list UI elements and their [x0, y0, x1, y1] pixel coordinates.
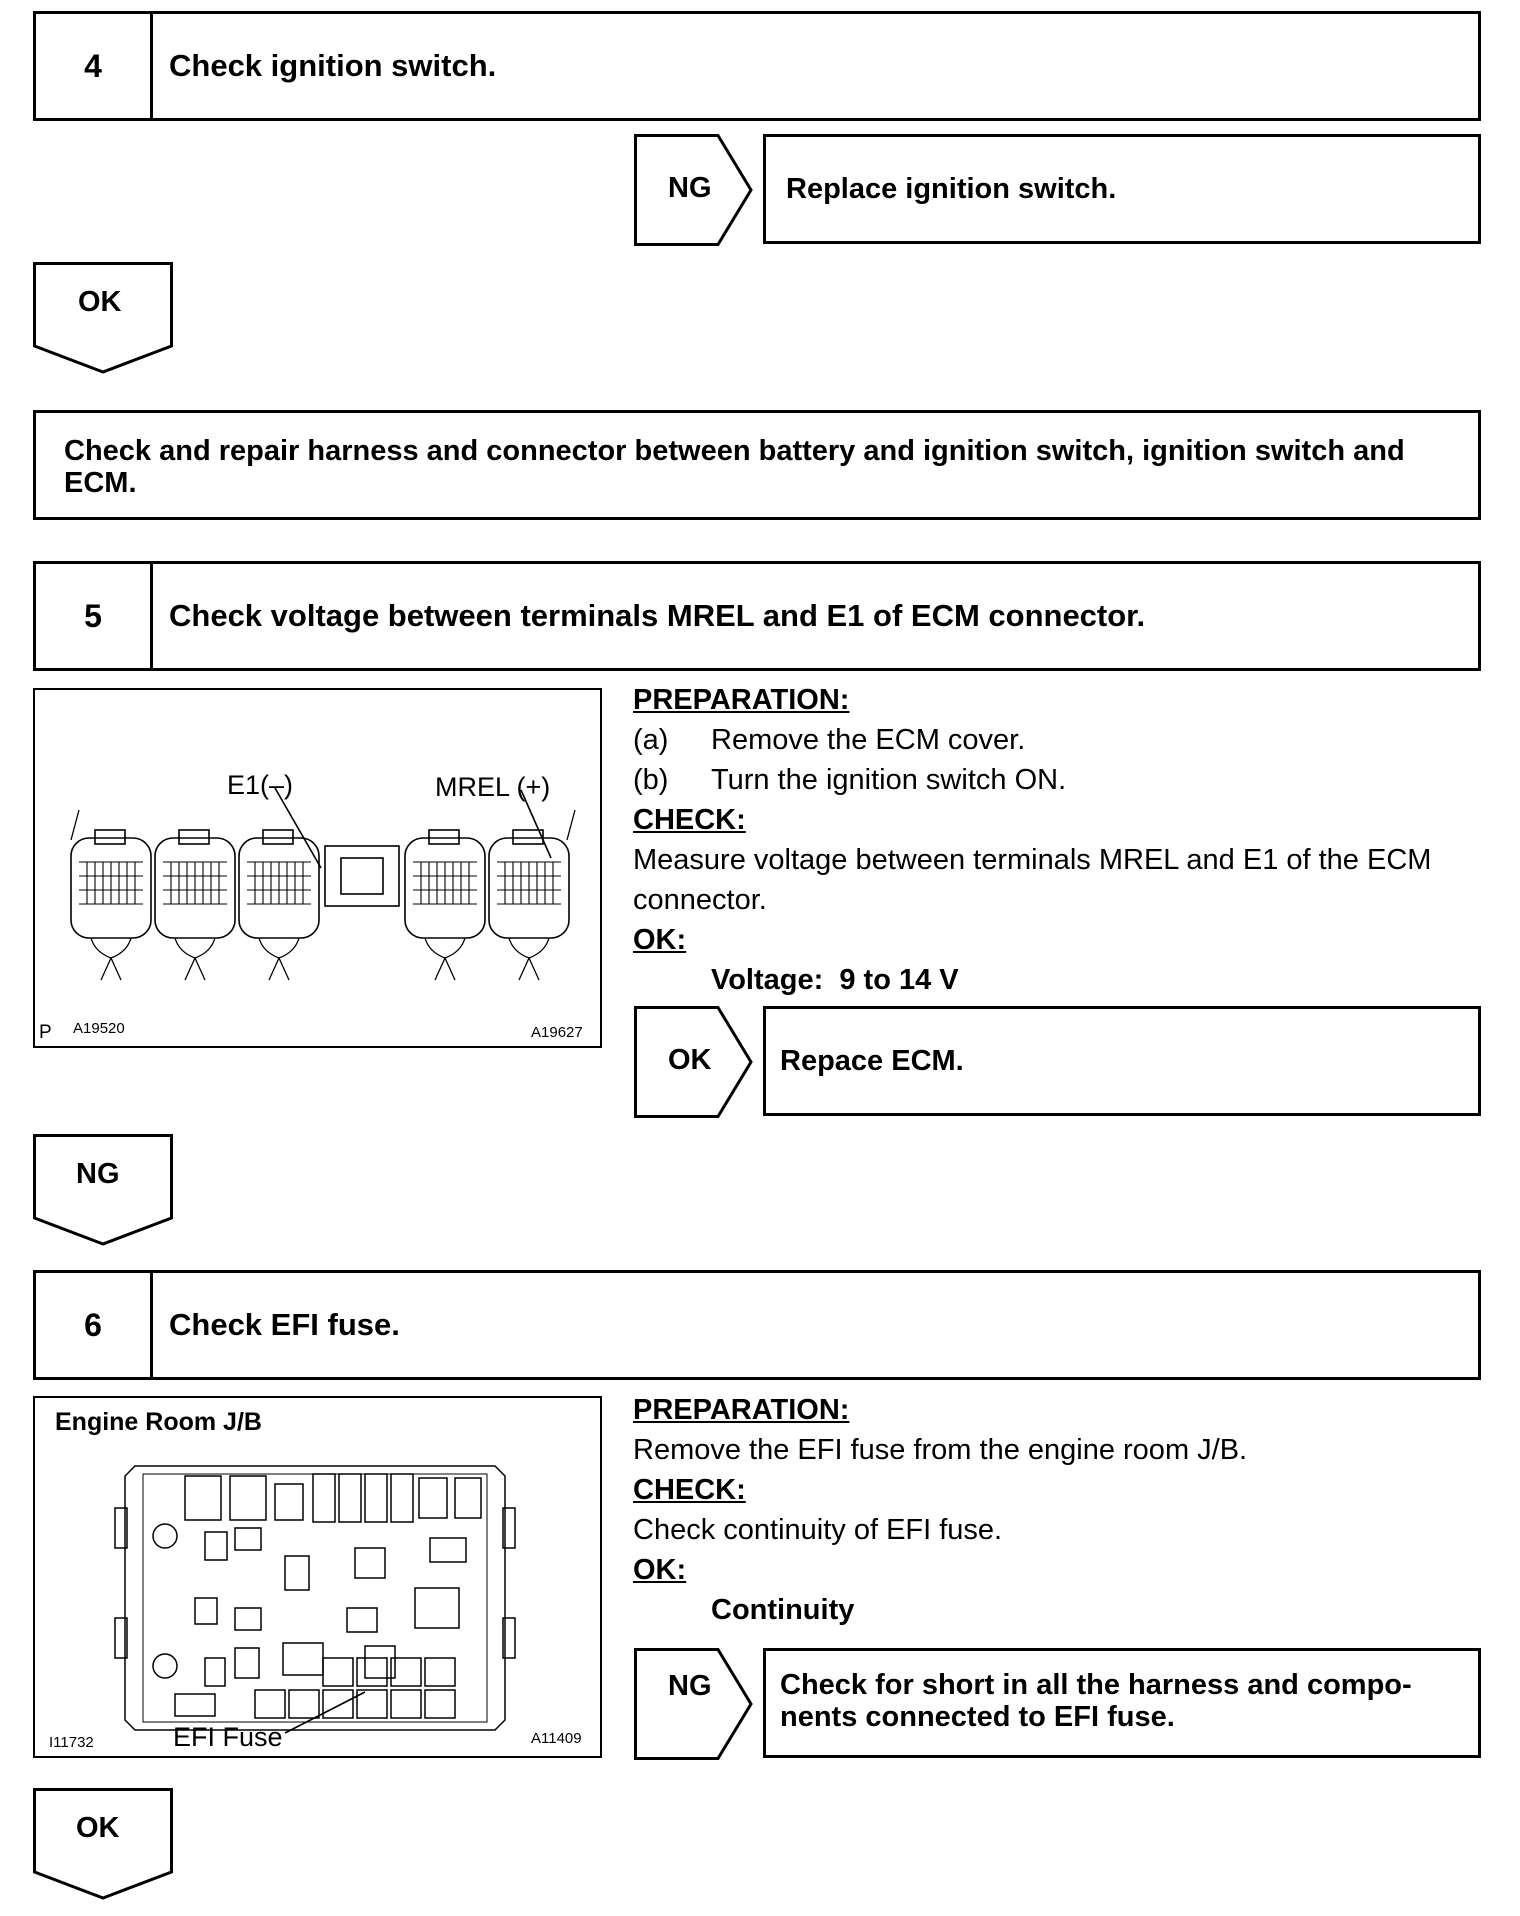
step6-procedure — [633, 1390, 1493, 1630]
step4-ok-label: OK — [78, 286, 122, 318]
figure-title: Engine Room J/B — [55, 1408, 262, 1436]
step4-title: Check ignition switch. — [169, 48, 497, 83]
figure-code-left: I11732 — [49, 1734, 94, 1751]
figure-code-right: A11409 — [531, 1730, 582, 1747]
figure-code-prefix: P — [39, 1022, 52, 1043]
step5-number: 5 — [36, 564, 153, 668]
step4-header — [33, 11, 1481, 121]
step6-ng-label: NG — [668, 1670, 712, 1702]
step6-prep-text: Remove the EFI fuse from the engine room J/B. — [633, 1434, 1248, 1466]
step5-ok-result: Repace ECM. — [763, 1006, 1481, 1116]
ecm-connector-illustration — [35, 690, 600, 1046]
step6-header — [33, 1270, 1481, 1380]
step6-ok-arrow — [33, 1788, 173, 1900]
step5-ng-arrow — [33, 1134, 173, 1246]
step5-title: Check voltage between terminals MREL and E1 of ECM connector. — [169, 598, 1146, 633]
step6-ng-arrow — [634, 1648, 754, 1760]
step6-ok-heading: OK: — [633, 1554, 687, 1586]
step5-prep-a-marker: (a) — [633, 724, 669, 756]
step5-ok-label: OK — [668, 1044, 712, 1076]
step4-ng-result: Replace ignition switch. — [763, 134, 1481, 244]
step5-ok-heading: OK: — [633, 924, 687, 956]
step5-prep-b — [633, 760, 1493, 800]
label-e1: E1(–) — [227, 770, 294, 800]
step4-ok-arrow — [33, 262, 173, 374]
engine-room-jb-illustration — [35, 1398, 600, 1756]
label-mrel: MREL (+) — [435, 772, 551, 802]
step6-preparation-heading: PREPARATION: — [633, 1394, 850, 1426]
step5-ok-spec: Voltage: 9 to 14 V — [711, 964, 959, 996]
step6-ng-result — [763, 1648, 1481, 1758]
step4-number: 4 — [36, 14, 153, 118]
step5-ng-label: NG — [76, 1158, 120, 1190]
step6-number: 6 — [36, 1273, 153, 1377]
step5-procedure — [633, 680, 1493, 1000]
step4-ok-result-text: Check and repair harness and connector between battery and ignition switch, ignition switch and ECM. — [64, 435, 1405, 499]
step4-ok-result — [33, 410, 1481, 520]
step5-prep-b-text: Turn the ignition switch ON. — [711, 764, 1067, 796]
step6-check-text: Check continuity of EFI fuse. — [633, 1514, 1003, 1546]
step6-title: Check EFI fuse. — [169, 1307, 400, 1342]
step5-figure — [33, 688, 602, 1048]
step5-prep-a-text: Remove the ECM cover. — [711, 724, 1026, 756]
step5-check-text: Measure voltage between terminals MREL and E1 of the ECM connector. — [633, 844, 1432, 916]
step5-prep-b-marker: (b) — [633, 764, 669, 796]
step6-ok-label: OK — [76, 1812, 120, 1844]
step4-ng-label: NG — [668, 172, 712, 204]
step6-ok-spec: Continuity — [711, 1594, 855, 1626]
step5-prep-a — [633, 720, 1493, 760]
label-efi-fuse: EFI Fuse — [173, 1722, 283, 1752]
figure-code-left: A19520 — [73, 1020, 125, 1037]
step5-preparation-heading: PREPARATION: — [633, 684, 850, 716]
step5-header — [33, 561, 1481, 671]
step5-check-heading: CHECK: — [633, 804, 746, 836]
step4-ng-arrow — [634, 134, 754, 246]
step6-check-heading: CHECK: — [633, 1474, 746, 1506]
step6-ng-result-text: Check for short in all the harness and compo-nents connected to EFI fuse. — [780, 1669, 1412, 1733]
figure-code-right: A19627 — [531, 1024, 583, 1041]
step5-ok-arrow — [634, 1006, 754, 1118]
step6-figure — [33, 1396, 602, 1758]
